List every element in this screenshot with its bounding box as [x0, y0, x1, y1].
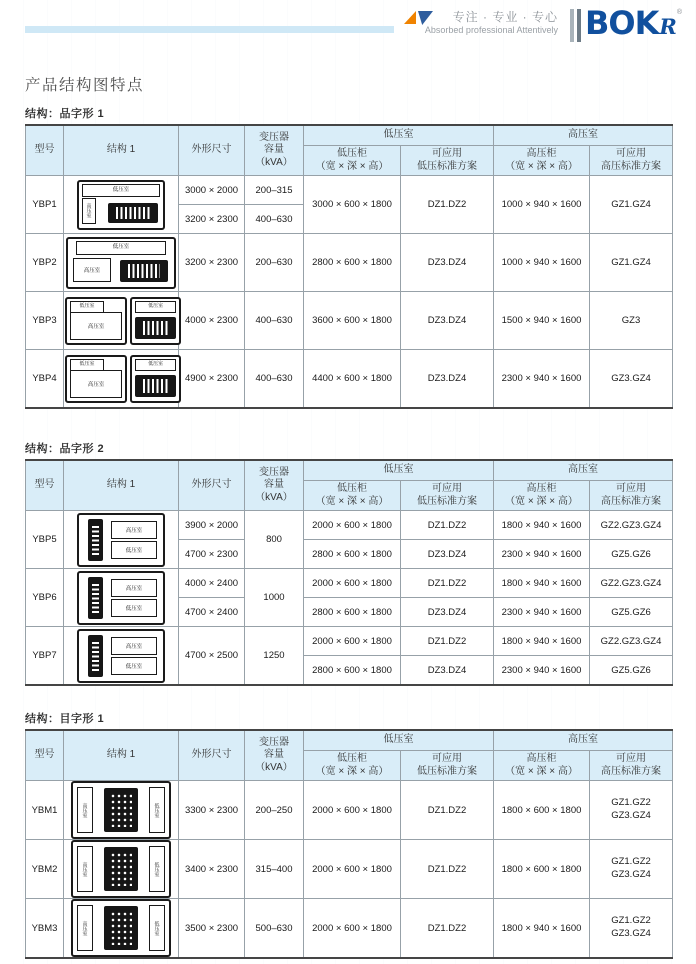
hv-room-label: 高压室	[111, 579, 157, 597]
col-header-lv-scheme	[401, 146, 494, 176]
lv-room-label: 低压室	[135, 301, 176, 313]
cell-hv-scheme: GZ5.GZ6	[590, 540, 673, 569]
hv-room-label: 高压室	[111, 637, 157, 655]
hv-room-label: 高压室	[77, 905, 93, 951]
hv-room-label: 高压室	[77, 787, 93, 833]
logo-text: BOK	[585, 4, 659, 42]
hv-room-label: 高压室	[77, 846, 93, 892]
scheme-line: GZ1.GZ2	[611, 856, 651, 868]
cell-dim: 4700 × 2300	[179, 540, 245, 569]
brand-slogan-cn: 专注 · 专业 · 专心	[452, 10, 558, 24]
cell-structure	[64, 350, 179, 409]
cell-hv-scheme	[590, 781, 673, 840]
table-row-ybp2	[26, 234, 673, 292]
lv-room-label: 低压室	[111, 599, 157, 617]
cell-hv-scheme: GZ5.GZ6	[590, 656, 673, 686]
cell-hv-cabinet: 1800 × 940 × 1600	[494, 511, 590, 540]
lv-room-label: 低压室	[82, 184, 160, 197]
header-line: 高压柜	[526, 148, 557, 159]
cell-lv-cabinet: 2800 × 600 × 1800	[304, 234, 401, 292]
col-header-dim: 外形尺寸	[179, 460, 245, 511]
cell-dim: 3400 × 2300	[179, 840, 245, 899]
cell-hv-cabinet: 1800 × 600 × 1800	[494, 840, 590, 899]
col-header-lv-cabinet	[304, 751, 401, 781]
structure-diagram-ybp5	[77, 513, 165, 567]
cell-structure	[64, 899, 179, 959]
cell-hv-cabinet: 2300 × 940 × 1600	[494, 350, 590, 409]
cell-model: YBM2	[26, 840, 64, 899]
transformer-icon	[104, 788, 138, 832]
cell-hv-cabinet: 1500 × 940 × 1600	[494, 292, 590, 350]
logo-divider-bar	[570, 9, 574, 42]
cell-hv-cabinet: 1000 × 940 × 1600	[494, 234, 590, 292]
cell-hv-scheme: GZ2.GZ3.GZ4	[590, 511, 673, 540]
table-row-ybp1	[26, 176, 673, 205]
cell-lv-scheme: DZ3.DZ4	[401, 656, 494, 686]
cell-dim: 3900 × 2000	[179, 511, 245, 540]
structure-diagram-ybp3	[65, 297, 181, 345]
structure-diagram-ybp7	[77, 629, 165, 683]
cell-lv-cabinet: 2800 × 600 × 1800	[304, 598, 401, 627]
structure-diagram-ybp4	[65, 355, 181, 403]
col-header-hv-scheme	[590, 751, 673, 781]
cell-structure	[64, 627, 179, 686]
spec-table-mu1	[25, 729, 673, 959]
col-header-dim: 外形尺寸	[179, 730, 245, 781]
cell-model: YBP5	[26, 511, 64, 569]
transformer-icon	[88, 519, 103, 561]
cell-lv-scheme: DZ3.DZ4	[401, 350, 494, 409]
cell-model: YBP7	[26, 627, 64, 686]
cell-lv-cabinet: 2000 × 600 × 1800	[304, 627, 401, 656]
scheme-line: GZ3.GZ4	[611, 928, 651, 939]
structure-diagram-ybp1	[77, 180, 165, 230]
col-header-capacity	[245, 460, 304, 511]
cell-lv-scheme: DZ1.DZ2	[401, 781, 494, 840]
header-line: 容量	[264, 144, 284, 156]
cell-model: YBP1	[26, 176, 64, 234]
header-line: 低压柜	[337, 483, 367, 494]
cell-model: YBP6	[26, 569, 64, 627]
header-line: （宽 × 深 × 高）	[315, 765, 389, 777]
lv-room-label: 低压室	[76, 241, 166, 255]
table-row-ybm2	[26, 840, 673, 899]
cell-hv-scheme: GZ5.GZ6	[590, 598, 673, 627]
cell-hv-scheme: GZ2.GZ3.GZ4	[590, 627, 673, 656]
table-header-row	[26, 460, 673, 481]
hv-room-label: 高压室	[70, 370, 122, 398]
hv-room-label: 高压室	[82, 198, 96, 224]
header-line: 高压柜	[526, 483, 557, 494]
cell-dim: 4000 × 2400	[179, 569, 245, 598]
table-row-ybp4	[26, 350, 673, 409]
cell-lv-scheme: DZ1.DZ2	[401, 569, 494, 598]
cell-lv-cabinet: 2000 × 600 × 1800	[304, 840, 401, 899]
cell-structure	[64, 176, 179, 234]
header-line: 高压柜	[526, 753, 557, 764]
header-line: 变压器	[259, 736, 289, 748]
header-line: 容量	[264, 749, 284, 761]
col-header-lv-scheme	[401, 751, 494, 781]
scheme-line: GZ3.GZ4	[611, 869, 651, 880]
structure-diagram-ybm2	[71, 840, 171, 898]
header-line: 可应用	[616, 753, 646, 764]
table-row-ybp3	[26, 292, 673, 350]
col-header-lv-scheme	[401, 481, 494, 511]
cell-lv-scheme: DZ1.DZ2	[401, 627, 494, 656]
header-line: 低压柜	[337, 753, 367, 764]
scheme-line: GZ3.GZ4	[611, 810, 651, 821]
col-group-lv-room: 低压室	[304, 460, 494, 481]
cell-capacity: 200–630	[245, 234, 304, 292]
col-header-hv-scheme	[590, 146, 673, 176]
cell-hv-cabinet: 1800 × 940 × 1600	[494, 569, 590, 598]
cell-model: YBP3	[26, 292, 64, 350]
col-header-hv-cabinet	[494, 481, 590, 511]
cell-structure	[64, 511, 179, 569]
cell-hv-scheme: GZ3	[590, 292, 673, 350]
cell-hv-scheme: GZ3.GZ4	[590, 350, 673, 409]
col-group-hv-room: 高压室	[494, 125, 673, 146]
header-line: （宽 × 深 × 高）	[505, 765, 578, 777]
section-title-pin1: 结构：品字形 1	[25, 108, 105, 120]
cell-hv-cabinet: 1000 × 940 × 1600	[494, 176, 590, 234]
structure-diagram-ybm1	[71, 781, 171, 839]
cell-lv-scheme: DZ3.DZ4	[401, 234, 494, 292]
lv-room-label: 低压室	[149, 846, 165, 892]
col-group-hv-room: 高压室	[494, 730, 673, 751]
header-line: （宽 × 深 × 高）	[505, 160, 578, 172]
transformer-icon	[88, 577, 103, 619]
col-header-hv-cabinet	[494, 146, 590, 176]
table-row-ybp5	[26, 511, 673, 540]
lv-room-label: 低压室	[135, 359, 176, 371]
cell-lv-scheme: DZ1.DZ2	[401, 176, 494, 234]
cell-hv-cabinet: 1800 × 940 × 1600	[494, 627, 590, 656]
cell-structure	[64, 781, 179, 840]
col-header-lv-cabinet	[304, 481, 401, 511]
brand-logo	[585, 4, 682, 42]
header-line: （kVA）	[255, 761, 293, 773]
brand-triangle-blue-icon	[418, 11, 433, 25]
cell-structure	[64, 234, 179, 292]
cell-capacity: 400–630	[245, 350, 304, 409]
registered-mark-icon: ®	[676, 9, 683, 16]
cell-lv-cabinet: 3600 × 600 × 1800	[304, 292, 401, 350]
cell-lv-cabinet: 2800 × 600 × 1800	[304, 540, 401, 569]
cell-model: YBP4	[26, 350, 64, 409]
table-row-ybm3	[26, 899, 673, 959]
cell-capacity: 1000	[245, 569, 304, 627]
cell-lv-scheme: DZ3.DZ4	[401, 292, 494, 350]
transformer-icon	[135, 375, 176, 397]
header-line: （kVA）	[255, 491, 293, 503]
cell-capacity: 315–400	[245, 840, 304, 899]
cell-hv-scheme	[590, 840, 673, 899]
spec-table-pin2	[25, 459, 673, 686]
col-header-structure: 结构 1	[64, 125, 179, 176]
cell-lv-cabinet: 3000 × 600 × 1800	[304, 176, 401, 234]
cell-lv-scheme: DZ3.DZ4	[401, 540, 494, 569]
lv-room-label: 低压室	[111, 657, 157, 675]
right-compartment	[130, 355, 181, 403]
col-header-lv-cabinet	[304, 146, 401, 176]
cell-hv-scheme: GZ1.GZ4	[590, 176, 673, 234]
header-line: 可应用	[616, 148, 646, 159]
cell-dim: 3200 × 2300	[179, 205, 245, 234]
scheme-line: GZ1.GZ2	[611, 915, 651, 927]
header-line: 高压标准方案	[601, 160, 661, 172]
col-header-model: 型号	[26, 460, 64, 511]
transformer-icon	[108, 203, 158, 223]
table-row-ybp6	[26, 569, 673, 598]
transformer-icon	[120, 260, 168, 282]
header-line: 可应用	[432, 483, 462, 494]
lv-room-label: 低压室	[149, 787, 165, 833]
left-compartment	[65, 355, 127, 403]
col-group-hv-room: 高压室	[494, 460, 673, 481]
table-header-row	[26, 125, 673, 146]
header-line: 低压标准方案	[417, 495, 477, 507]
header-line: （宽 × 深 × 高）	[315, 160, 389, 172]
cell-model: YBM1	[26, 781, 64, 840]
cell-lv-cabinet: 2000 × 600 × 1800	[304, 781, 401, 840]
transformer-icon	[104, 847, 138, 891]
cell-lv-scheme: DZ3.DZ4	[401, 598, 494, 627]
header-line: （kVA）	[255, 156, 293, 168]
cell-structure	[64, 292, 179, 350]
lv-room-label: 低压室	[111, 541, 157, 559]
header-line: 变压器	[259, 466, 289, 478]
cell-lv-cabinet: 4400 × 600 × 1800	[304, 350, 401, 409]
header-line: 容量	[264, 479, 284, 491]
cell-lv-scheme: DZ1.DZ2	[401, 840, 494, 899]
section-title-mu1: 结构：目字形 1	[25, 713, 105, 725]
header-accent-bar	[25, 26, 394, 33]
col-group-lv-room: 低压室	[304, 730, 494, 751]
lv-room-label: 低压室	[70, 301, 104, 313]
transformer-icon	[88, 635, 103, 677]
cell-lv-scheme: DZ1.DZ2	[401, 511, 494, 540]
cell-dim: 4700 × 2400	[179, 598, 245, 627]
col-header-model: 型号	[26, 125, 64, 176]
structure-diagram-ybm3	[71, 899, 171, 957]
lv-room-label: 低压室	[70, 359, 104, 371]
col-header-model: 型号	[26, 730, 64, 781]
header-line: （宽 × 深 × 高）	[505, 495, 578, 507]
logo-divider-bar	[577, 9, 581, 42]
header-line: 可应用	[432, 148, 462, 159]
header-line: 低压柜	[337, 148, 367, 159]
cell-lv-cabinet: 2000 × 600 × 1800	[304, 511, 401, 540]
col-header-capacity	[245, 730, 304, 781]
cell-capacity: 800	[245, 511, 304, 569]
header-line: 高压标准方案	[601, 765, 661, 777]
page-title: 产品结构图特点	[25, 77, 145, 94]
cell-lv-scheme: DZ1.DZ2	[401, 899, 494, 959]
cell-capacity: 200–315	[245, 176, 304, 205]
cell-hv-cabinet: 1800 × 600 × 1800	[494, 781, 590, 840]
lv-room-label: 低压室	[149, 905, 165, 951]
table-row-ybm1	[26, 781, 673, 840]
cell-dim: 3300 × 2300	[179, 781, 245, 840]
table-header-row	[26, 730, 673, 751]
brand-slogan-en: Absorbed professional Attentively	[424, 25, 558, 35]
cell-capacity: 200–250	[245, 781, 304, 840]
cell-model: YBP2	[26, 234, 64, 292]
cell-capacity: 400–630	[245, 205, 304, 234]
table-row-ybp7	[26, 627, 673, 656]
col-header-hv-cabinet	[494, 751, 590, 781]
cell-structure	[64, 840, 179, 899]
cell-structure	[64, 569, 179, 627]
cell-capacity: 400–630	[245, 292, 304, 350]
cell-hv-cabinet: 2300 × 940 × 1600	[494, 656, 590, 686]
cell-dim: 4700 × 2500	[179, 627, 245, 686]
cell-hv-scheme: GZ2.GZ3.GZ4	[590, 569, 673, 598]
structure-diagram-ybp6	[77, 571, 165, 625]
header-line: 可应用	[616, 483, 646, 494]
col-header-dim: 外形尺寸	[179, 125, 245, 176]
cell-hv-cabinet: 1800 × 940 × 1600	[494, 899, 590, 959]
cell-lv-cabinet: 2800 × 600 × 1800	[304, 656, 401, 686]
cell-capacity: 500–630	[245, 899, 304, 959]
scheme-line: GZ1.GZ2	[611, 797, 651, 809]
header-line: 变压器	[259, 131, 289, 143]
right-compartment	[130, 297, 181, 345]
cell-model: YBM3	[26, 899, 64, 959]
brand-triangle-orange-icon	[404, 11, 416, 24]
cell-dim: 4000 × 2300	[179, 292, 245, 350]
cell-hv-scheme	[590, 899, 673, 959]
structure-diagram-ybp2	[66, 237, 176, 289]
cell-dim: 3500 × 2300	[179, 899, 245, 959]
col-group-lv-room: 低压室	[304, 125, 494, 146]
cell-dim: 4900 × 2300	[179, 350, 245, 409]
header-line: 低压标准方案	[417, 765, 477, 777]
cell-hv-cabinet: 2300 × 940 × 1600	[494, 540, 590, 569]
col-header-structure: 结构 1	[64, 460, 179, 511]
hv-room-label: 高压室	[111, 521, 157, 539]
section-title-pin2: 结构：品字形 2	[25, 443, 105, 455]
col-header-capacity	[245, 125, 304, 176]
left-compartment	[65, 297, 127, 345]
cell-dim: 3200 × 2300	[179, 234, 245, 292]
cell-hv-cabinet: 2300 × 940 × 1600	[494, 598, 590, 627]
cell-dim: 3000 × 2000	[179, 176, 245, 205]
header-line: 可应用	[432, 753, 462, 764]
cell-hv-scheme: GZ1.GZ4	[590, 234, 673, 292]
cell-lv-cabinet: 2000 × 600 × 1800	[304, 899, 401, 959]
col-header-structure: 结构 1	[64, 730, 179, 781]
cell-lv-cabinet: 2000 × 600 × 1800	[304, 569, 401, 598]
header-line: 高压标准方案	[601, 495, 661, 507]
transformer-icon	[135, 317, 176, 339]
spec-table-pin1	[25, 124, 673, 409]
header-line: （宽 × 深 × 高）	[315, 495, 389, 507]
transformer-icon	[104, 906, 138, 950]
cell-capacity: 1250	[245, 627, 304, 686]
hv-room-label: 高压室	[73, 258, 111, 282]
logo-script-r: R	[659, 14, 677, 39]
col-header-hv-scheme	[590, 481, 673, 511]
hv-room-label: 高压室	[70, 312, 122, 340]
header-line: 低压标准方案	[417, 160, 477, 172]
